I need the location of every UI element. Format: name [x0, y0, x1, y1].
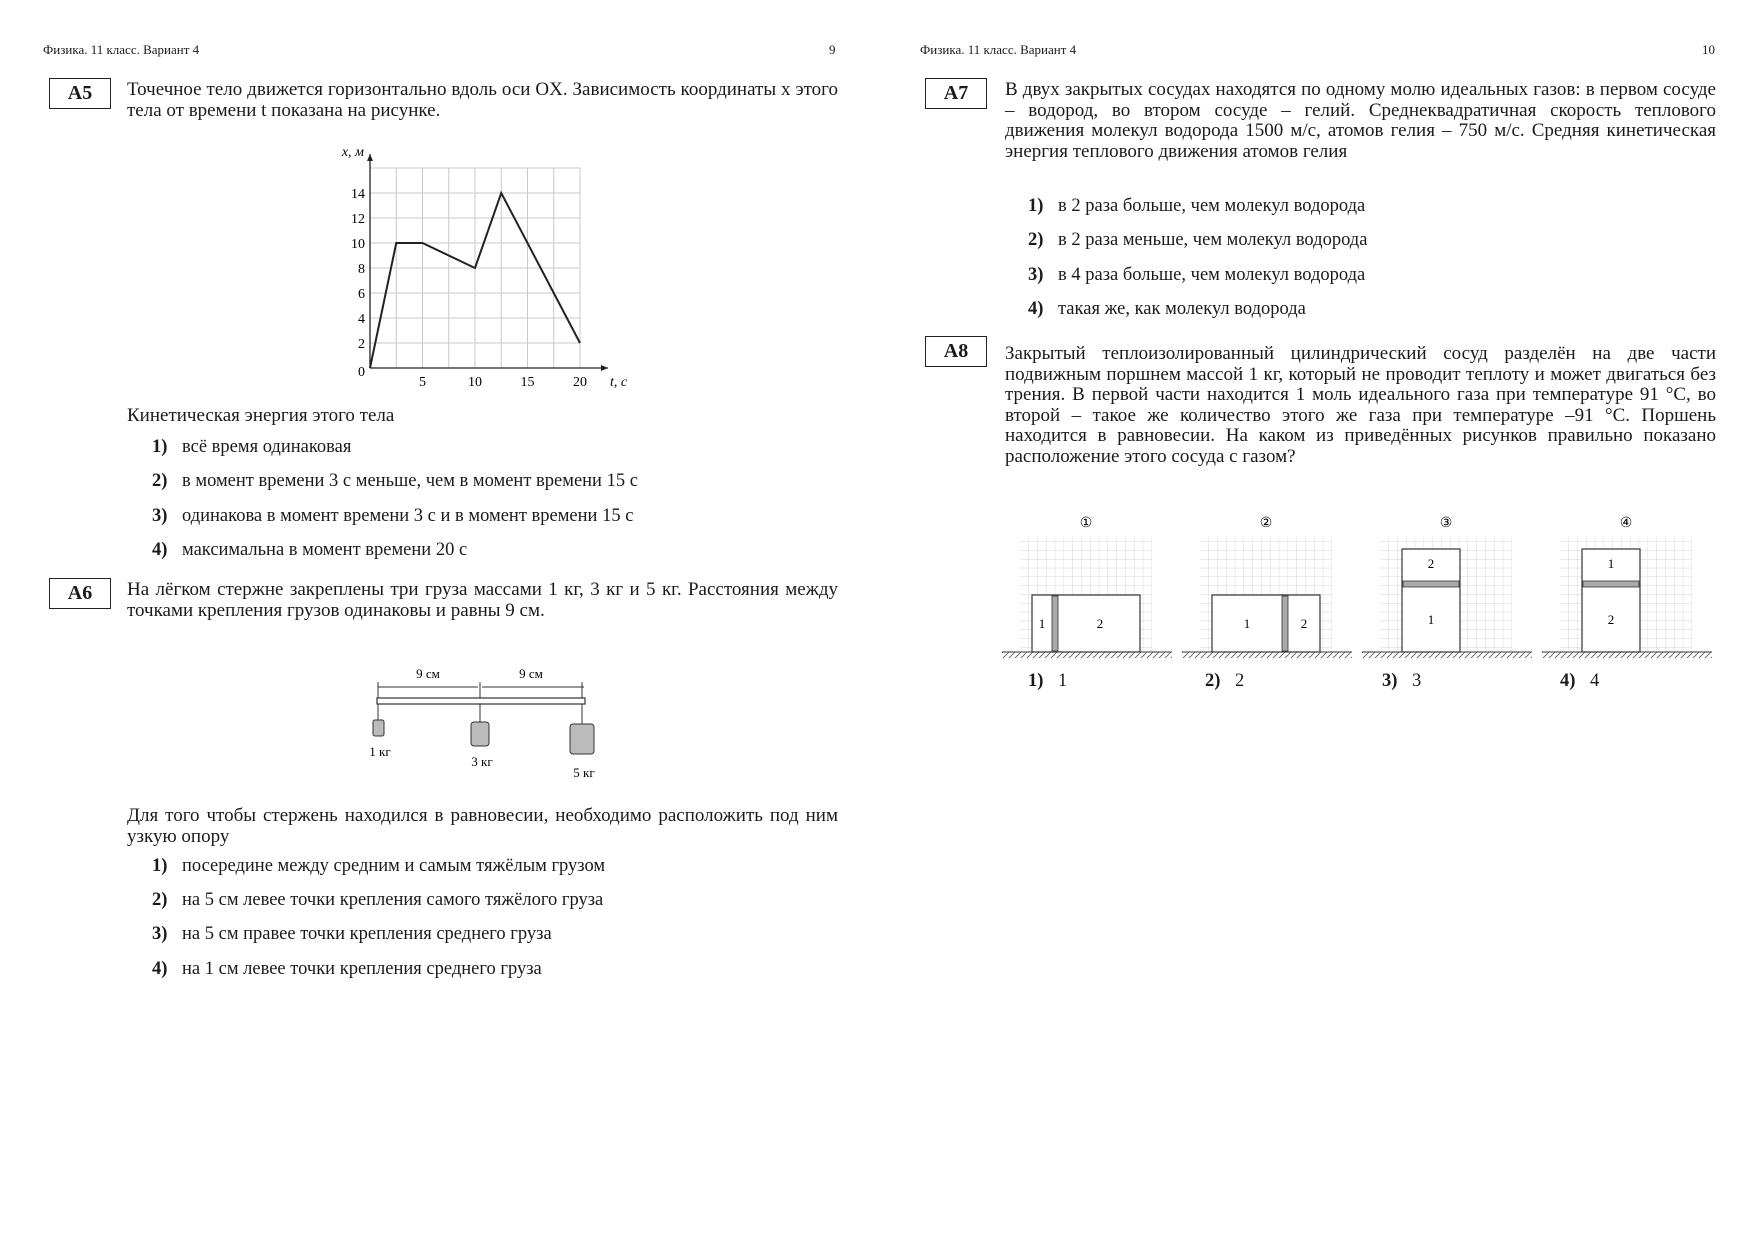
weight-5kg	[570, 704, 594, 754]
a8-option-2-text: 2	[1235, 671, 1245, 691]
a7-option-3-text: в 4 раза больше, чем молекул водорода	[1058, 265, 1366, 285]
a8-figure-2-label-b: 2	[1300, 616, 1308, 631]
a8-figure-3-label-a: 2	[1427, 556, 1435, 571]
a7-option-4-text: такая же, как молекул водорода	[1058, 299, 1306, 319]
a7-option-2[interactable]	[1028, 229, 1367, 251]
a6-option-4-text: на 1 см левее точки крепления среднего груза	[182, 959, 542, 979]
y-tick-label: 2	[358, 337, 365, 352]
task-label-a8: A8	[925, 336, 987, 367]
a5-option-1[interactable]	[152, 436, 351, 458]
a8-figure-4-label-a: 1	[1607, 556, 1615, 571]
y-tick-label: 10	[351, 237, 365, 252]
y-tick-label: 6	[358, 287, 365, 302]
a8-figure-1	[1002, 516, 1172, 658]
a6-mass-5: 5 кг	[573, 765, 595, 780]
a8-option-3-num: 3)	[1382, 671, 1398, 691]
a6-option-2[interactable]	[152, 889, 603, 911]
page-number: 10	[1702, 42, 1715, 57]
a8-option-1-text: 1	[1058, 671, 1068, 691]
a8-option-1-num: 1)	[1028, 671, 1044, 691]
task-label-a5: A5	[49, 78, 111, 109]
task-label-a7: A7	[925, 78, 987, 109]
a8-figure-2-number: ②	[1259, 516, 1273, 531]
x-tick-label: 15	[520, 375, 535, 390]
x-tick-label: 5	[419, 375, 426, 390]
a7-option-3[interactable]	[1028, 264, 1365, 286]
y-axis-arrow	[367, 154, 373, 161]
x-axis-arrow	[601, 365, 608, 371]
page-header: Физика. 11 класс. Вариант 4	[43, 42, 200, 57]
y-tick-label: 14	[351, 187, 365, 202]
a7-option-4[interactable]	[1028, 298, 1306, 320]
a8-figure-1-label-b: 2	[1096, 616, 1104, 631]
a7-question: В двух закрытых сосудах находятся по одному молю идеальных газов: в первом сосуде – водород, во втором сосуде – гелий. Среднеквадратичная скорость теплового движения молекул водорода 1500 м/с, атомов гелия – 750 м/с. Средняя кинетическая энергия теплового движения атомов гелия	[1005, 79, 1716, 162]
a7-option-4-num: 4)	[1028, 299, 1044, 319]
a7-option-1-text: в 2 раза больше, чем молекул водорода	[1058, 196, 1366, 216]
a6-option-3-text: на 5 см правее точки крепления среднего груза	[182, 924, 552, 944]
x-tick-label: 20	[573, 375, 587, 390]
a8-figure-3-number: ③	[1439, 516, 1453, 531]
origin-label: 0	[358, 365, 365, 380]
a8-figure-2-label-a: 1	[1243, 616, 1251, 631]
a5-option-1-num: 1)	[152, 437, 168, 457]
a6-option-1-num: 1)	[152, 856, 168, 876]
a6-option-3[interactable]	[152, 923, 552, 945]
y-tick-label: 8	[358, 262, 365, 277]
a8-figures	[1002, 515, 1722, 660]
a7-option-1[interactable]	[1028, 195, 1365, 217]
a5-prompt: Кинетическая энергия этого тела	[127, 405, 395, 426]
page-number: 9	[829, 42, 836, 57]
a5-option-2-num: 2)	[152, 471, 168, 491]
a6-dist-2: 9 см	[519, 666, 543, 681]
a8-figure-3-label-b: 1	[1427, 612, 1435, 627]
a6-option-3-num: 3)	[152, 924, 168, 944]
a8-figure-4-label-b: 2	[1607, 612, 1615, 627]
a5-graph	[320, 140, 640, 390]
a7-option-2-num: 2)	[1028, 230, 1044, 250]
a8-option-4-text: 4	[1590, 671, 1600, 691]
a6-option-2-text: на 5 см левее точки крепления самого тяжёлого груза	[182, 890, 604, 910]
a7-option-3-num: 3)	[1028, 265, 1044, 285]
a8-figure-4-number: ④	[1619, 516, 1633, 531]
a6-question: На лёгком стержне закреплены три груза массами 1 кг, 3 кг и 5 кг. Расстояния между точками крепления грузов одинаковы и равны 9 см.	[127, 579, 838, 621]
a5-option-3-num: 3)	[152, 506, 168, 526]
a5-option-2[interactable]	[152, 470, 638, 492]
a5-option-3-text: одинакова в момент времени 3 с и в момент времени 15 с	[182, 506, 634, 526]
a8-option-3[interactable]	[1382, 670, 1421, 692]
weight-1kg	[373, 704, 384, 736]
a8-figure-1-number: ①	[1079, 516, 1093, 531]
a8-figure-3	[1362, 516, 1532, 658]
a5-option-1-text: всё время одинаковая	[182, 437, 352, 457]
a6-prompt: Для того чтобы стержень находился в равновесии, необходимо расположить под ним узкую опору	[127, 805, 838, 847]
y-tick-label: 4	[358, 312, 365, 327]
a8-figure-2	[1182, 516, 1352, 658]
task-label-a6: A6	[49, 578, 111, 609]
a6-mass-3: 3 кг	[471, 754, 493, 769]
a8-option-2-num: 2)	[1205, 671, 1221, 691]
a8-figure-1-label-a: 1	[1038, 616, 1046, 631]
a5-option-4-text: максимальна в момент времени 20 с	[182, 540, 468, 560]
a6-option-1[interactable]	[152, 855, 605, 877]
a6-dist-1: 9 см	[416, 666, 440, 681]
a7-option-1-num: 1)	[1028, 196, 1044, 216]
a6-rod-figure	[360, 660, 610, 785]
weight-3kg	[471, 704, 489, 746]
a6-dimension-lines	[378, 682, 584, 698]
x-axis-label: t, c	[610, 375, 628, 390]
a8-option-1[interactable]	[1028, 670, 1067, 692]
x-tick-label: 10	[468, 375, 482, 390]
a5-option-4[interactable]	[152, 539, 467, 561]
a6-option-4[interactable]	[152, 958, 542, 980]
a8-figure-4	[1542, 516, 1712, 658]
a6-option-2-num: 2)	[152, 890, 168, 910]
a5-option-3[interactable]	[152, 505, 633, 527]
a5-question: Точечное тело движется горизонтально вдоль оси OX. Зависимость координаты x этого тела от времени t показана на рисунке.	[127, 79, 838, 121]
a6-option-4-num: 4)	[152, 959, 168, 979]
a8-option-4[interactable]	[1560, 670, 1599, 692]
a6-mass-1: 1 кг	[369, 744, 391, 759]
a6-rod	[377, 698, 585, 704]
a8-option-2[interactable]	[1205, 670, 1244, 692]
a5-option-2-text: в момент времени 3 с меньше, чем в момент времени 15 с	[182, 471, 638, 491]
a5-option-4-num: 4)	[152, 540, 168, 560]
y-tick-label: 12	[351, 212, 365, 227]
a8-question: Закрытый теплоизолированный цилиндрический сосуд разделён на две части подвижным поршнем массой 1 кг, который не проводит теплоту и может двигаться без трения. В первой части находится 1 моль идеального газа при температуре 91 °С, во второй – такое же количество этого же газа при температуре –91 °С. Поршень находится в равновесии. На каком из приведённых рисунков правильно показано расположение этого сосуда с газом?	[1005, 343, 1716, 467]
a8-option-4-num: 4)	[1560, 671, 1576, 691]
y-axis-label: x, м	[341, 145, 364, 160]
a7-option-2-text: в 2 раза меньше, чем молекул водорода	[1058, 230, 1368, 250]
right-page	[877, 0, 1754, 1239]
a8-option-3-text: 3	[1412, 671, 1422, 691]
a6-option-1-text: посередине между средним и самым тяжёлым грузом	[182, 856, 606, 876]
page-header: Физика. 11 класс. Вариант 4	[920, 42, 1077, 57]
